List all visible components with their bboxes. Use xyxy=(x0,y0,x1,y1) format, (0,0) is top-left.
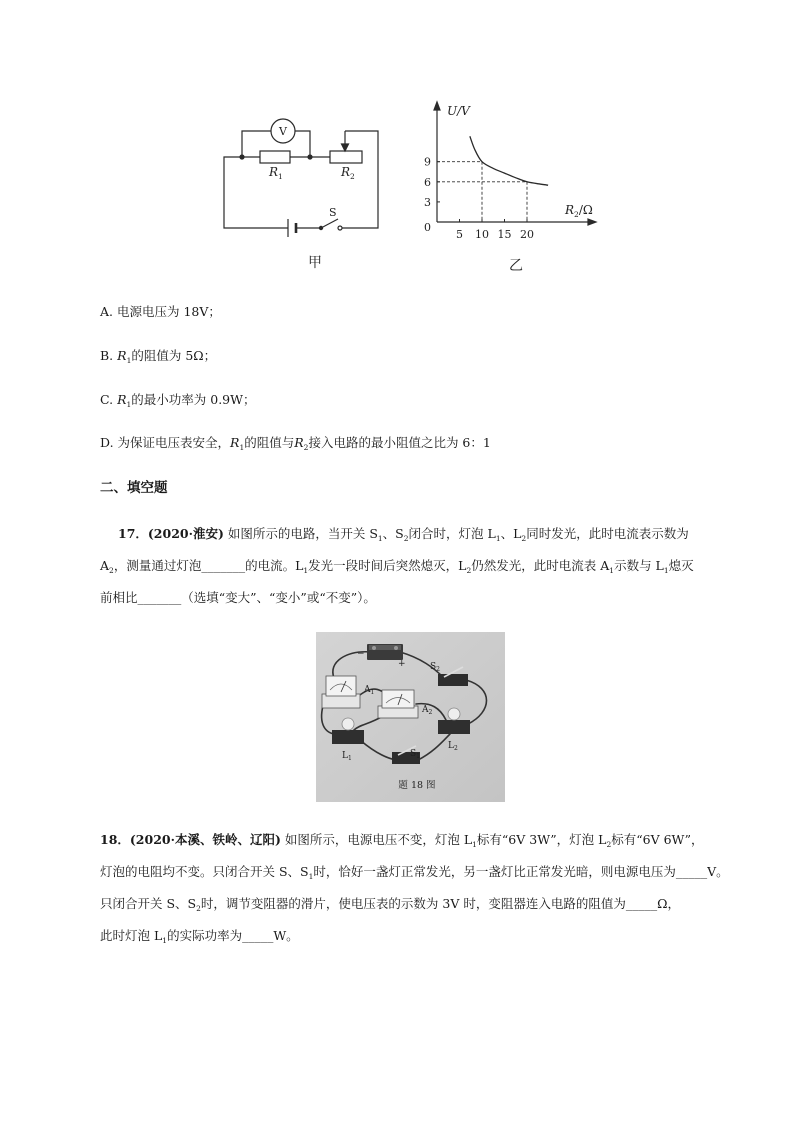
subscript: 1 xyxy=(495,534,501,543)
figure-top xyxy=(0,0,793,280)
switch-blade xyxy=(321,219,338,228)
y-tick-label: 6 xyxy=(424,175,431,189)
variable-symbol: R xyxy=(294,435,304,450)
text-run: D. 为保证电压表安全， xyxy=(100,435,231,450)
r2-sub: 2 xyxy=(350,172,355,181)
answer-blank: _______ xyxy=(201,558,246,573)
graph-guides xyxy=(437,162,527,222)
rheostat-r2 xyxy=(330,151,362,163)
text-run: 发光一段时间后突然熄灭，L xyxy=(308,558,467,573)
circuit-caption: 甲 xyxy=(308,255,322,271)
option-a xyxy=(100,302,221,322)
circuit-wires xyxy=(224,131,378,228)
ammeter-a2 xyxy=(378,690,418,718)
circuit-photo xyxy=(316,632,505,802)
text-run: 如图所示的电路，当开关 S xyxy=(223,526,378,541)
x-axis-var: R xyxy=(565,203,575,217)
variable-symbol: R xyxy=(230,435,240,450)
resistor-r1 xyxy=(260,151,290,163)
l2-var: L xyxy=(448,741,454,751)
answer-blank: _____ xyxy=(625,896,658,911)
x-axis-arrow xyxy=(588,219,596,225)
q17-line-1 xyxy=(118,524,689,544)
a1-sub: 1 xyxy=(370,689,375,696)
subscript: 2 xyxy=(303,443,309,452)
subscript: 1 xyxy=(303,566,309,575)
switch-label: S xyxy=(329,206,337,219)
l1-var: L xyxy=(342,751,348,761)
r2-label xyxy=(340,165,355,181)
s1-var: S xyxy=(410,749,417,759)
text-run: A. 电源电压为 18V； xyxy=(100,304,221,319)
circuit-diagram xyxy=(224,119,378,237)
text-run: 的实际功率为 xyxy=(167,928,243,943)
subscript: 2 xyxy=(109,566,114,575)
l2-sub: 2 xyxy=(453,745,458,752)
voltmeter-label: V xyxy=(279,125,287,138)
question-source: 18．(2020·本溪、铁岭、辽阳) xyxy=(100,832,281,847)
junction-dot-left xyxy=(240,155,244,159)
text-run: 前相比 xyxy=(100,590,138,605)
text-run: 灯泡的电阻均不变。只闭合开关 S、S xyxy=(100,864,309,879)
option-d xyxy=(100,433,491,453)
text-run: 只闭合开关 S、S xyxy=(100,896,197,911)
graph-ticks xyxy=(424,156,534,241)
battery-box xyxy=(367,644,403,660)
text-run: V。 xyxy=(707,864,729,879)
r2-var: R xyxy=(341,165,351,179)
x-tick-label: 10 xyxy=(475,228,489,241)
text-run: 的阻值为 5Ω； xyxy=(131,348,217,363)
text-run: 示数与 L xyxy=(614,558,664,573)
q17-line-2 xyxy=(100,556,694,576)
ammeter-a1 xyxy=(322,676,360,708)
text-run: 、L xyxy=(500,526,522,541)
a1-var: A xyxy=(364,685,371,695)
text-run: 标有“6V 6W”， xyxy=(611,832,704,847)
q18-line-1 xyxy=(100,830,704,850)
text-run: Ω， xyxy=(657,896,680,911)
l1-sub: 1 xyxy=(347,755,352,762)
text-run: 的电流。L xyxy=(245,558,304,573)
s2-sub: 2 xyxy=(436,666,440,673)
text-run: （选填“变大”、“变小”或“不变”）。 xyxy=(181,590,376,605)
q18-line-3 xyxy=(100,894,680,914)
s1-sub: 1 xyxy=(416,753,420,760)
text-run: 仍然发光，此时电流表 A xyxy=(471,558,610,573)
text-run: B. xyxy=(100,348,118,363)
question-source: 17．(2020·淮安) xyxy=(118,526,224,541)
y-tick-label: 9 xyxy=(424,155,431,169)
subscript: 1 xyxy=(377,534,383,543)
text-run: W。 xyxy=(273,928,299,943)
text-run: 的最小功率为 0.9W； xyxy=(131,392,256,407)
x-axis-label xyxy=(564,203,593,219)
subscript: 1 xyxy=(126,356,132,365)
q18-line-2 xyxy=(100,862,729,882)
q17-line-3 xyxy=(100,588,376,608)
x-tick-label: 5 xyxy=(456,228,463,241)
subscript: 2 xyxy=(606,840,612,849)
a2-sub: 2 xyxy=(428,709,433,716)
subscript: 1 xyxy=(126,400,132,409)
text-run: 如图所示，电源电压不变，灯泡 L xyxy=(280,832,473,847)
y-axis-arrow xyxy=(434,102,440,110)
text-run: C. xyxy=(100,392,118,407)
switch-contact xyxy=(338,226,342,230)
answer-blank: _____ xyxy=(675,864,708,879)
text-run: 此时灯泡 L xyxy=(100,928,163,943)
text-run: 闭合时，灯泡 L xyxy=(408,526,496,541)
dashed-guide-line xyxy=(437,162,482,222)
graph-origin-label: 0 xyxy=(424,221,431,234)
x-tick-label: 15 xyxy=(497,228,512,241)
subscript: 2 xyxy=(403,534,409,543)
text-run: 接入电路的最小阻值之比为 6：1 xyxy=(308,435,491,450)
battery-minus-label: − xyxy=(357,649,365,659)
x-axis-unit: /Ω xyxy=(578,203,593,217)
subscript: 1 xyxy=(308,872,314,881)
x-axis-sub: 2 xyxy=(574,210,579,219)
subscript: 2 xyxy=(521,534,527,543)
text-run: 时，恰好一盏灯正常发光，另一盏灯比正常发光暗，则电源电压为 xyxy=(313,864,676,879)
answer-blank: _____ xyxy=(242,928,274,943)
r1-sub: 1 xyxy=(278,172,283,181)
section-heading: 二、填空题 xyxy=(100,480,168,496)
text-run: 的阻值与 xyxy=(244,435,295,450)
text-run: 熄灭 xyxy=(668,558,694,573)
junction-dot-right xyxy=(308,155,312,159)
text-run: 、S xyxy=(382,526,404,541)
y-axis-label: U/V xyxy=(447,104,470,118)
subscript: 1 xyxy=(609,566,615,575)
variable-symbol: R xyxy=(117,392,127,407)
graph-caption: 乙 xyxy=(509,258,523,274)
text-run: A xyxy=(100,558,110,573)
battery-plus-label: + xyxy=(398,659,406,669)
q18-line-4 xyxy=(100,926,299,946)
variable-symbol: R xyxy=(117,348,127,363)
a2-var: A xyxy=(422,705,429,715)
subscript: 1 xyxy=(162,936,168,945)
subscript: 2 xyxy=(196,904,201,913)
voltage-graph xyxy=(424,102,596,274)
s2-var: S xyxy=(430,662,437,672)
subscript: 1 xyxy=(239,443,245,452)
text-run: ，测量通过灯泡 xyxy=(113,558,202,573)
y-tick-label: 3 xyxy=(424,195,431,209)
option-b xyxy=(100,346,216,366)
text-run: 时，调节变阻器的滑片，使电压表的示数为 3V 时，变阻器连入电路的阻值为 xyxy=(200,896,626,911)
text-run: 标有“6V 3W”，灯泡 L xyxy=(476,832,607,847)
photo-caption: 题 18 图 xyxy=(398,780,436,791)
subscript: 2 xyxy=(466,566,472,575)
text-run: 同时发光，此时电流表示数为 xyxy=(526,526,689,541)
option-c xyxy=(100,390,255,410)
r1-label xyxy=(268,165,283,181)
slider-arrow-head xyxy=(342,144,349,151)
answer-blank: _______ xyxy=(137,590,182,605)
subscript: 1 xyxy=(472,840,477,849)
r1-var: R xyxy=(269,165,279,179)
subscript: 1 xyxy=(663,566,669,575)
x-tick-label: 20 xyxy=(520,228,534,241)
